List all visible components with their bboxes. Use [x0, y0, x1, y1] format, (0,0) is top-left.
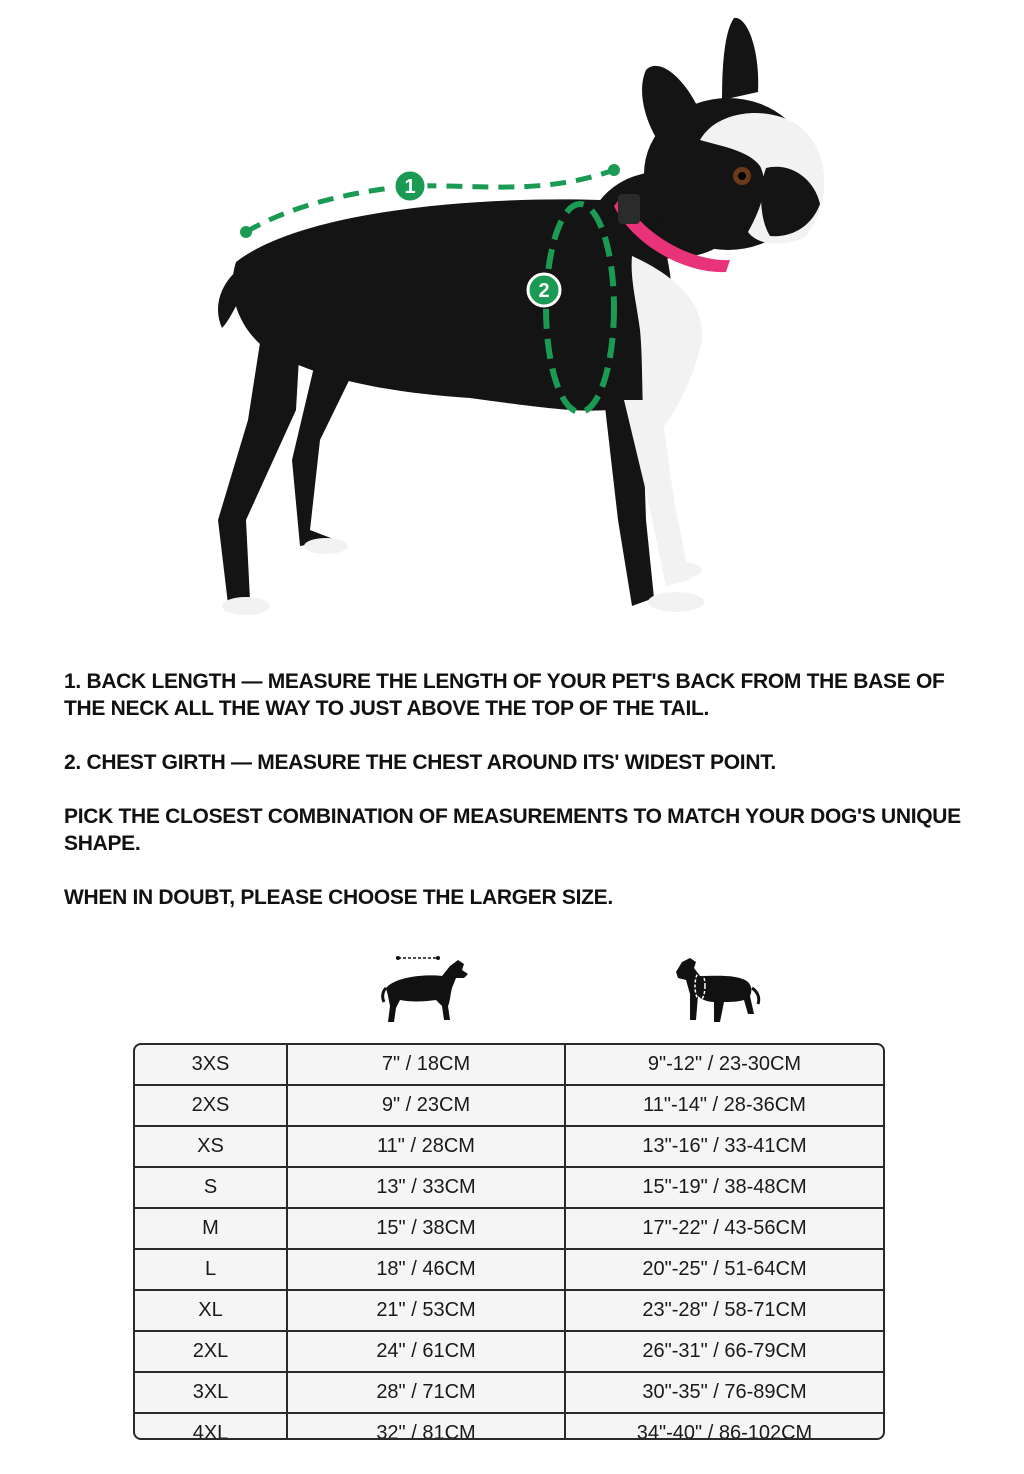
chest-girth-cell: 34"-40" / 86-102CM — [565, 1413, 883, 1440]
measurement-instructions — [64, 668, 984, 938]
back-length-cell: 13" / 33CM — [287, 1167, 565, 1208]
size-row — [135, 1290, 883, 1331]
back-length-cell: 21" / 53CM — [287, 1290, 565, 1331]
back-length-cell: 7" / 18CM — [287, 1045, 565, 1085]
chest-girth-instruction: 2. CHEST GIRTH — MEASURE THE CHEST AROUND ITS' WIDEST POINT. — [64, 751, 776, 774]
back-length-cell: 11" / 28CM — [287, 1126, 565, 1167]
chest-girth-cell: 30"-35" / 76-89CM — [565, 1372, 883, 1413]
back-length-cell: 24" / 61CM — [287, 1331, 565, 1372]
size-row — [135, 1208, 883, 1249]
back-length-cell: 28" / 71CM — [287, 1372, 565, 1413]
size-cell: 3XS — [191, 1053, 230, 1075]
back-length-cell: 18" / 46CM — [287, 1249, 565, 1290]
chest-girth-icon — [668, 948, 764, 1026]
size-row — [135, 1331, 883, 1372]
size-row — [135, 1045, 883, 1085]
back-length-cell: 15" / 38CM — [287, 1208, 565, 1249]
chest-girth-marker: 2 — [538, 280, 550, 302]
chest-girth-cell: 9"-12" / 23-30CM — [565, 1045, 883, 1085]
dog-measurement-illustration — [0, 0, 1024, 640]
chest-girth-cell: 20"-25" / 51-64CM — [565, 1249, 883, 1290]
size-cell: 2XL — [135, 1331, 287, 1372]
size-cell: L — [135, 1249, 287, 1290]
size-cell: 2XS — [135, 1085, 287, 1126]
chest-girth-cell: 13"-16" / 33-41CM — [565, 1126, 883, 1167]
back-length-marker: 1 — [404, 176, 416, 198]
size-row — [135, 1249, 883, 1290]
chest-girth-cell: 23"-28" / 58-71CM — [565, 1290, 883, 1331]
back-length-instruction: 1. BACK LENGTH — MEASURE THE LENGTH OF YOUR PET'S BACK FROM THE BASE OF THE NECK ALL THE WAY TO JUST ABOVE THE TOP OF THE TAIL. — [64, 670, 945, 720]
back-length-cell: 9" / 23CM — [287, 1085, 565, 1126]
size-cell: XS — [135, 1126, 287, 1167]
size-cell: 3XL — [135, 1372, 287, 1413]
size-chart — [133, 1043, 885, 1440]
larger-size-instruction: WHEN IN DOUBT, PLEASE CHOOSE THE LARGER SIZE. — [64, 886, 613, 909]
size-chart-table — [135, 1045, 883, 1440]
dog-illustration — [218, 18, 824, 615]
chest-girth-cell: 15"-19" / 38-48CM — [565, 1167, 883, 1208]
chest-girth-cell: 17"-22" / 43-56CM — [565, 1208, 883, 1249]
back-length-icon — [378, 948, 474, 1026]
size-cell: XL — [135, 1290, 287, 1331]
size-row — [135, 1085, 883, 1126]
size-cell: M — [135, 1208, 287, 1249]
size-row — [135, 1126, 883, 1167]
pick-combination-instruction: PICK THE CLOSEST COMBINATION OF MEASUREMENTS TO MATCH YOUR DOG'S UNIQUE SHAPE. — [64, 805, 961, 855]
size-cell: S — [135, 1167, 287, 1208]
chest-girth-cell: 26"-31" / 66-79CM — [565, 1331, 883, 1372]
size-cell: 4XL — [135, 1413, 287, 1440]
back-length-cell: 32" / 81CM — [287, 1413, 565, 1440]
chest-girth-cell: 11"-14" / 28-36CM — [565, 1085, 883, 1126]
size-row — [135, 1167, 883, 1208]
size-row — [135, 1372, 883, 1413]
size-row — [135, 1413, 883, 1440]
